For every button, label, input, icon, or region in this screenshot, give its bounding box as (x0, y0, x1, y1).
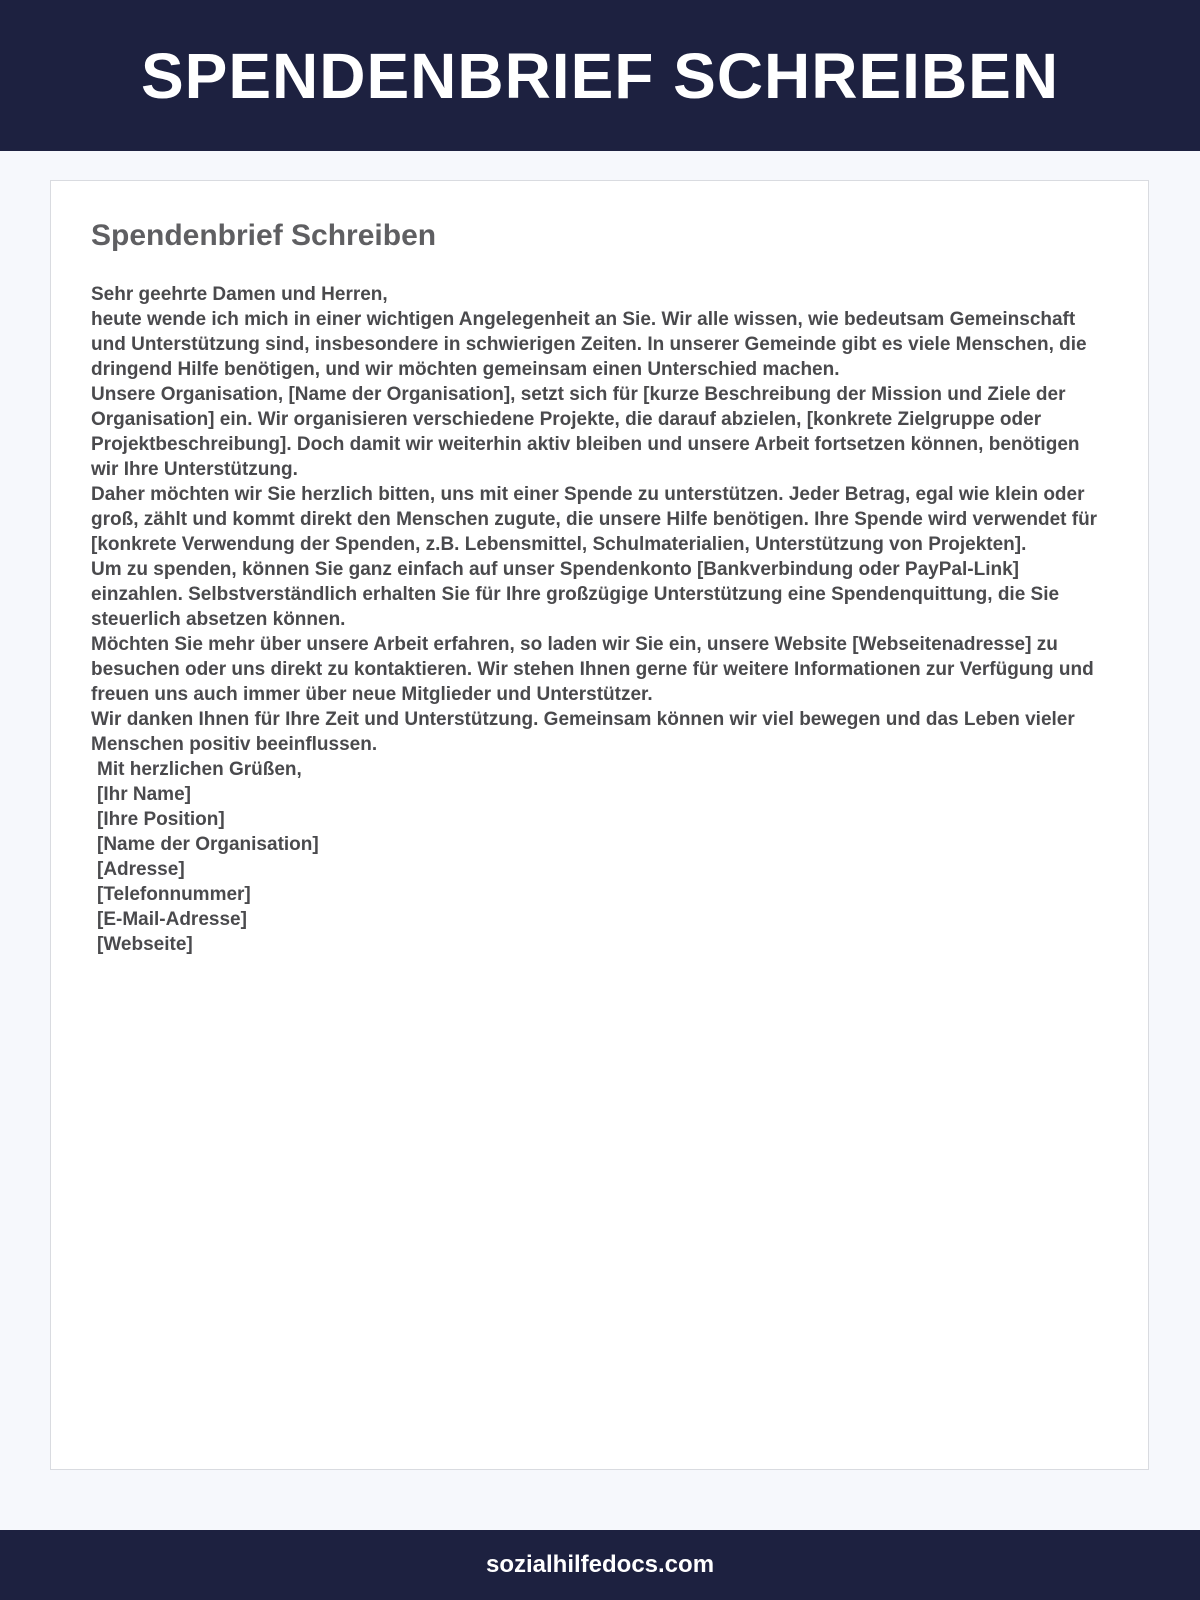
salutation: Sehr geehrte Damen und Herren, (91, 284, 388, 305)
banner-title: SPENDENBRIEF SCHREIBEN (140, 39, 1060, 112)
letter-paragraph: Um zu spenden, können Sie ganz einfach auf unser Spendenkonto [Bankverbindung oder PayPal-Link] einzahlen. Selbstverständlich erhalten Sie für Ihre großzügige Unterstützung eine Spendenquittung, die Sie steuerlich absetzen können. (91, 559, 1060, 630)
letter-paragraph: Wir danken Ihnen für Ihre Zeit und Unterstützung. Gemeinsam können wir viel bewegen und das Leben vieler Menschen positiv beeinflussen. (91, 709, 1075, 755)
document-heading: Spendenbrief Schreiben (91, 219, 437, 252)
letter-paragraph: Daher möchten wir Sie herzlich bitten, uns mit einer Spende zu unterstützen. Jeder Betrag, egal wie klein oder groß, zählt und kommt direkt den Menschen zugute, die unsere Hilfe benötigen. Ihre Spende wird verwendet für [konkrete Verwendung der Spenden, z.B. Lebensmittel, Schulmaterialien, Unterstützung von Projekten]. (91, 484, 1098, 555)
footer (0, 1530, 1200, 1600)
letter-paragraph: Unsere Organisation, [Name der Organisation], setzt sich für [kurze Beschreibung der Mission und Ziele der Organisation] ein. Wir organisieren verschiedene Projekte, die darauf abzielen, [konkrete Zielgruppe oder Projektbeschreibung]. Doch damit wir weiterhin aktiv bleiben und unsere Arbeit fortsetzen können, benötigen wir Ihre Unterstützung. (91, 384, 1080, 480)
letter-paragraph: Möchten Sie mehr über unsere Arbeit erfahren, so laden wir Sie ein, unsere Website [Webseitenadresse] zu besuchen oder uns direkt zu kontaktieren. Wir stehen Ihnen gerne für weitere Informationen zur Verfügung und freuen uns auch immer über neue Mitglieder und Unterstützer. (91, 634, 1094, 705)
letter-paragraph: heute wende ich mich in einer wichtigen Angelegenheit an Sie. Wir alle wissen, wie bedeutsam Gemeinschaft und Unterstützung sind, insbesondere in schwierigen Zeiten. In unserer Gemeinde gibt es viele Menschen, die dringend Hilfe benötigen, und wir möchten gemeinsam einen Unterschied machen. (91, 309, 1087, 380)
signature-name: [Ihr Name] (97, 784, 191, 805)
signature-position: [Ihre Position] (97, 809, 225, 830)
signature-email: [E-Mail-Adresse] (97, 909, 247, 930)
letter-paper (50, 180, 1149, 1470)
signature-address: [Adresse] (97, 859, 185, 880)
signature-phone: [Telefonnummer] (97, 884, 251, 905)
signature-organisation: [Name der Organisation] (97, 834, 319, 855)
banner (0, 0, 1200, 151)
signature-website: [Webseite] (97, 934, 193, 955)
letter-body (91, 282, 1101, 957)
footer-site-name: sozialhilfedocs.com (485, 1551, 715, 1578)
closing: Mit herzlichen Grüßen, (97, 759, 302, 780)
